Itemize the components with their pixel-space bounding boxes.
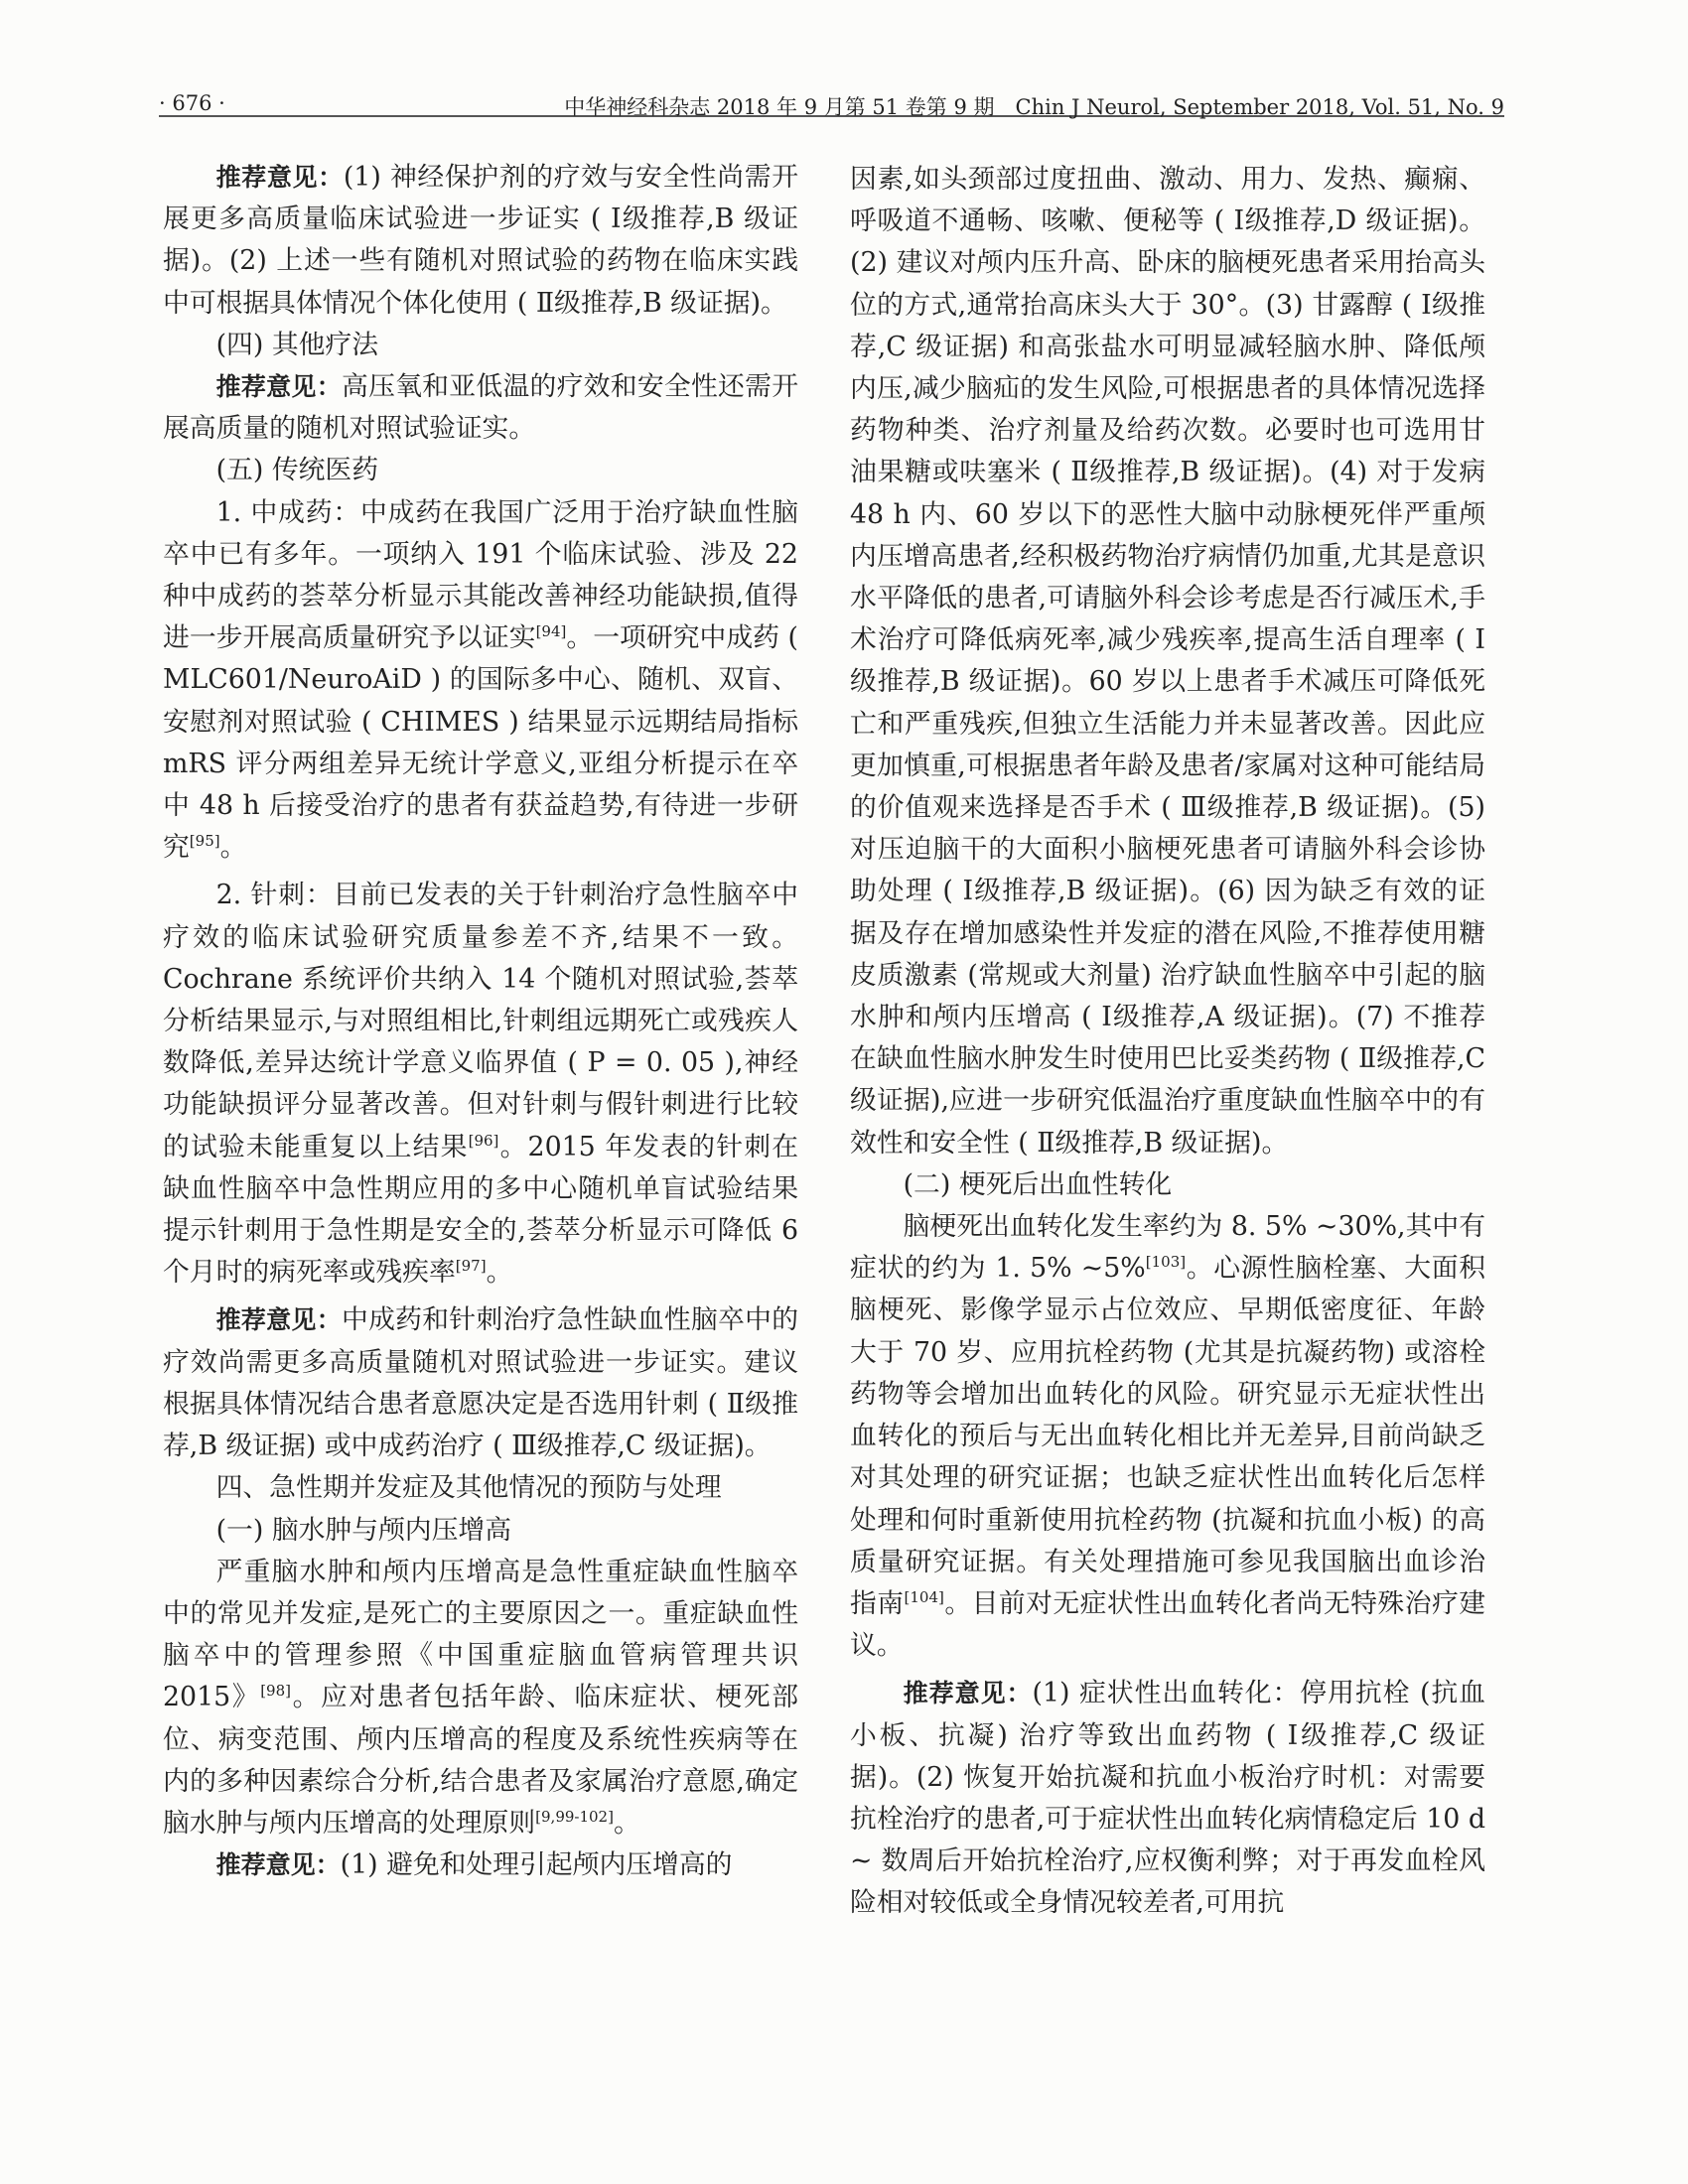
- body-paragraph: [163, 492, 798, 870]
- body-paragraph: [163, 875, 798, 1294]
- paragraph-text: 。应对患者包括年龄、临床症状、梗死部位、病变范围、颅内压增高的程度及系统性疾病等在内的多种因素综合分析,结合患者及家属治疗意愿,确定脑水肿与颅内压增高的处理原则: [163, 1682, 799, 1839]
- section-heading: (一) 脑水肿与颅内压增高: [215, 1514, 511, 1546]
- page-header: [159, 48, 1504, 117]
- recommendation-label: 推荐意见：: [903, 1679, 1033, 1708]
- citation: [94]: [535, 622, 567, 641]
- recommendation-paragraph: [163, 366, 798, 450]
- paragraph-text: 2. 针刺：目前已发表的关于针刺治疗急性脑卒中疗效的临床试验研究质量参差不齐,结果不一致。Cochrane 系统评价共纳入 14 个随机对照试验,荟萃分析结果显示,与对照组相比,针刺组远期死亡或残疾人数降低,差异达统计学意义临界值 ( P = 0. 05 ),神经功能缺损评分显著改善。但对针刺与假针刺进行比较的试验未能重复以上结果: [163, 880, 798, 1162]
- paragraph-text: 1. 中成药：中成药在我国广泛用于治疗缺血性脑卒中已有多年。一项纳入 191 个临床试验、涉及 22 种中成药的荟萃分析显示其能改善神经功能缺损,值得进一步开展高质量研究予以证实: [163, 496, 798, 654]
- recommendation-label: 推荐意见：: [215, 1850, 341, 1880]
- citation: [103]: [1145, 1253, 1187, 1272]
- citation: [95]: [189, 832, 220, 851]
- body-paragraph: [850, 1206, 1485, 1667]
- paragraph-text: 中成药和针刺治疗急性缺血性脑卒中的疗效尚需更多高质量随机对照试验进一步证实。建议根据具体情况结合患者意愿决定是否选用针刺 ( Ⅱ级推荐,B 级证据) 或中成药治疗 ( Ⅲ级推荐,C 级证据)。: [163, 1304, 798, 1462]
- section-heading: (四) 其他疗法: [215, 329, 379, 360]
- recommendation-label: 推荐意见：: [215, 163, 344, 192]
- citation: [104]: [904, 1587, 944, 1606]
- recommendation-paragraph: [850, 1673, 1485, 1924]
- paragraph-text: 脑梗死出血转化发生率约为 8. 5% ~30%,其中有症状的约为 1. 5% ~5%: [850, 1211, 1485, 1285]
- recommendation-paragraph: [163, 157, 798, 325]
- paragraph-text: 严重脑水肿和颅内压增高是急性重症缺血性脑卒中的常见并发症,是死亡的主要原因之一。重症缺血性脑卒中的管理参照《中国重症脑血管病管理共识 2015》: [163, 1556, 798, 1713]
- body-paragraph: [163, 1552, 798, 1844]
- journal-info: 中华神经科杂志 2018 年 9 月第 51 卷第 9 期 Chin J Neurol, September 2018, Vol. 51, No. 9: [564, 95, 1504, 119]
- citation: [9,99-102]: [535, 1808, 614, 1826]
- recommendation-paragraph: [163, 1844, 798, 1886]
- left-column: [163, 157, 798, 1886]
- citation: [96]: [468, 1131, 499, 1150]
- citation: [97]: [455, 1257, 487, 1276]
- recommendation-label: 推荐意见：: [215, 372, 342, 402]
- page-number: · 676 ·: [159, 91, 225, 115]
- paragraph-text: (1) 神经保护剂的疗效与安全性尚需开展更多高质量临床试验进一步证实 ( Ⅰ级推荐,B 级证据)。(2) 上述一些有随机对照试验的药物在临床实践中可根据具体情况个体化使用 ( Ⅱ级推荐,B 级证据)。: [163, 162, 798, 319]
- chapter-heading: 四、急性期并发症及其他情况的预防与处理: [215, 1472, 722, 1504]
- paragraph-text: 。: [219, 832, 247, 864]
- recommendation-label: 推荐意见：: [215, 1305, 342, 1335]
- recommendation-paragraph: [163, 1299, 798, 1467]
- paragraph-text: 。一项研究中成药 ( MLC601/NeuroAiD ) 的国际多中心、随机、双盲、安慰剂对照试验 ( CHIMES ) 结果显示远期结局指标 mRS 评分两组差异无统计学意义,亚组分析提示在卒中 48 h 后接受治疗的患者有获益趋势,有待进一步研究: [163, 622, 798, 864]
- paragraph-text: (1) 避免和处理引起颅内压增高的: [340, 1849, 733, 1881]
- paragraph-text: 。2015 年发表的针刺在缺血性脑卒中急性期应用的多中心随机单盲试验结果提示针刺用于急性期是安全的,荟萃分析显示可降低 6 个月时的病死率或残疾率: [163, 1131, 798, 1289]
- paragraph-text: 。: [486, 1257, 513, 1289]
- citation: [98]: [260, 1682, 291, 1701]
- section-heading: (五) 传统医药: [215, 455, 379, 486]
- paragraph-text: 。目前对无症状性出血转化者尚无特殊治疗建议。: [850, 1587, 1486, 1662]
- section-heading: (二) 梗死后出血性转化: [903, 1168, 1173, 1200]
- right-column: [850, 159, 1485, 1925]
- paragraph-text: 高压氧和亚低温的疗效和安全性还需开展高质量的随机对照试验证实。: [163, 371, 798, 445]
- body-paragraph: 因素,如头颈部过度扭曲、激动、用力、发热、癫痫、呼吸道不通畅、咳嗽、便秘等 ( Ⅰ级推荐,D 级证据)。(2) 建议对颅内压升高、卧床的脑梗死患者采用抬高头位的方式,通常抬高床头大于 30°。(3) 甘露醇 ( Ⅰ级推荐,C 级证据) 和高张盐水可明显减轻脑水肿、降低颅内压,减少脑疝的发生风险,可根据患者的具体情况选择药物种类、治疗剂量及给药次数。必要时也可选用甘油果糖或呋塞米 ( Ⅱ级推荐,B 级证据)。(4) 对于发病 48 h 内、60 岁以下的恶性大脑中动脉梗死伴严重颅内压增高患者,经积极药物治疗病情仍加重,尤其是意识水平降低的患者,可请脑外科会诊考虑是否行减压术,手术治疗可降低病死率,减少残疾率,提高生活自理率 ( Ⅰ级推荐,B 级证据)。60 岁以上患者手术减压可降低死亡和严重残疾,但独立生活能力并未显著改善。因此应更加慎重,可根据患者年龄及患者/家属对这种可能结局的价值观来选择是否手术 ( Ⅲ级推荐,B 级证据)。(5) 对压迫脑干的大面积小脑梗死患者可请脑外科会诊协助处理 ( Ⅰ级推荐,B 级证据)。(6) 因为缺乏有效的证据及存在增加感染性并发症的潜在风险,不推荐使用糖皮质激素 (常规或大剂量) 治疗缺血性脑卒中引起的脑水肿和颅内压增高 ( Ⅰ级推荐,A 级证据)。(7) 不推荐在缺血性脑水肿发生时使用巴比妥类药物 ( Ⅱ级推荐,C 级证据),应进一步研究低温治疗重度缺血性脑卒中的有效性和安全性 ( Ⅱ级推荐,B 级证据)。: [850, 164, 1485, 1159]
- paragraph-text: 。: [613, 1807, 640, 1839]
- paragraph-text: (1) 症状性出血转化：停用抗栓 (抗血小板、抗凝) 治疗等致出血药物 ( Ⅰ级推荐,C 级证据)。(2) 恢复开始抗凝和抗血小板治疗时机：对需要抗栓治疗的患者,可于症状性出血转化病情稳定后 10 d ~ 数周后开始抗栓治疗,应权衡利弊；对于再发血栓风险相对较低或全身情况较差者,可用抗: [850, 1678, 1485, 1919]
- paragraph-text: 。心源性脑栓塞、大面积脑梗死、影像学显示占位效应、早期低密度征、年龄大于 70 岁、应用抗栓药物 (尤其是抗凝药物) 或溶栓药物等会增加出血转化的风险。研究显示无症状性出血转化的预后与无出血转化相比并无差异,目前尚缺乏对其处理的研究证据；也缺乏症状性出血转化后怎样处理和何时重新使用抗栓药物 (抗凝和抗血小板) 的高质量研究证据。有关处理措施可参见我国脑出血诊治指南: [850, 1253, 1485, 1619]
